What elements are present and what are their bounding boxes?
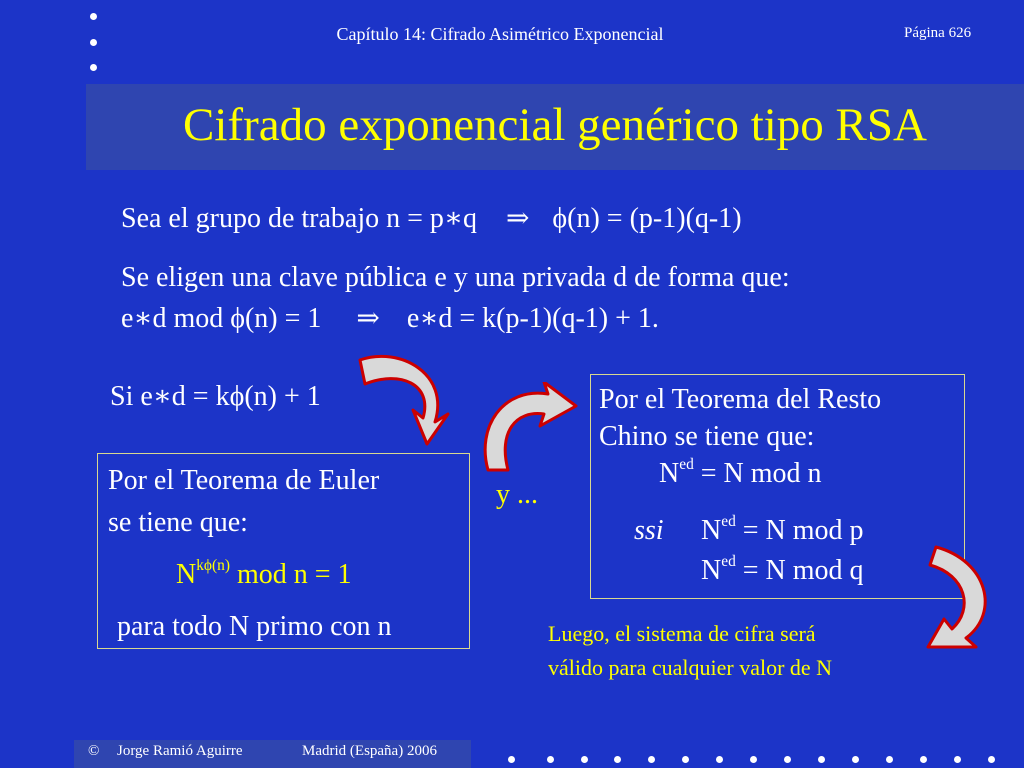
ssi-label: ssi: [634, 515, 664, 546]
k-formula: e∗d = k(p-1)(q-1) + 1.: [406, 303, 659, 334]
formula-exponent: ed: [679, 455, 694, 473]
decor-dot: [750, 756, 757, 763]
formula-rest: = N mod q: [735, 555, 864, 586]
footer-place: Madrid (España) 2006: [302, 743, 437, 759]
decor-dot: [614, 756, 621, 763]
chino-line-2: Chino se tiene que:: [599, 421, 815, 452]
mod-line: [121, 302, 659, 336]
formula-rest: = N mod n: [693, 458, 822, 489]
chapter-header: Capítulo 14: Cifrado Asimétrico Exponencial: [336, 24, 664, 44]
formula-base: N: [176, 559, 197, 590]
formula-exponent: ed: [721, 512, 736, 530]
conclusion-line-2: válido para cualquier valor de N: [548, 655, 833, 680]
work-group-text: Sea el grupo de trabajo n = p∗q: [121, 203, 477, 234]
footer-author: Jorge Ramió Aguirre: [117, 743, 243, 759]
decor-dot: [682, 756, 689, 763]
euler-line-2: se tiene que:: [108, 507, 248, 538]
key-choice-line: Se eligen una clave pública e y una privada d de forma que:: [121, 262, 790, 293]
formula-exponent: kϕ(n): [196, 556, 230, 574]
mod-formula: e∗d mod ϕ(n) = 1: [121, 303, 322, 334]
euler-line-4: para todo N primo con n: [117, 611, 392, 642]
decor-dot: [716, 756, 723, 763]
chino-line-1: Por el Teorema del Resto: [599, 384, 882, 415]
work-group-line: [121, 202, 742, 236]
page-number: Página 626: [904, 25, 972, 41]
copyright-symbol: ©: [88, 743, 100, 759]
decor-dot: [547, 756, 554, 763]
chino-formula-3: [701, 554, 864, 588]
decor-dot: [920, 756, 927, 763]
formula-rest: mod n = 1: [229, 559, 352, 590]
formula-base: N: [701, 515, 722, 546]
chino-box: [590, 374, 965, 599]
implies-arrow: ⇒: [505, 203, 530, 234]
decor-dot: [508, 756, 515, 763]
decor-dot: [886, 756, 893, 763]
chino-formula-2: [701, 514, 864, 548]
decor-dot: [954, 756, 961, 763]
implies-arrow: ⇒: [356, 303, 380, 334]
curved-arrow-icon: [918, 543, 998, 653]
chino-formula-1: [659, 457, 822, 491]
euler-formula: [176, 558, 352, 592]
decor-dot: [581, 756, 588, 763]
formula-rest: = N mod p: [735, 515, 864, 546]
conclusion-line-1: Luego, el sistema de cifra será: [548, 621, 816, 646]
phi-formula: ϕ(n) = (p-1)(q-1): [552, 203, 742, 234]
euler-box: [97, 453, 470, 649]
euler-line-1: Por el Teorema de Euler: [108, 465, 380, 496]
formula-base: N: [659, 458, 680, 489]
decor-dot: [818, 756, 825, 763]
decor-dot: [90, 64, 97, 71]
si-line: Si e∗d = kϕ(n) + 1: [110, 381, 321, 412]
curved-arrow-icon: [355, 352, 455, 447]
y-ellipsis: y ...: [496, 479, 538, 510]
slide-title: Cifrado exponencial genérico tipo RSA: [183, 99, 927, 151]
decor-dot: [988, 756, 995, 763]
formula-base: N: [701, 555, 722, 586]
decor-dot: [648, 756, 655, 763]
decor-dot: [784, 756, 791, 763]
decor-dot: [90, 13, 97, 20]
curved-arrow-icon: [478, 382, 578, 472]
formula-exponent: ed: [721, 552, 736, 570]
decor-dot: [852, 756, 859, 763]
